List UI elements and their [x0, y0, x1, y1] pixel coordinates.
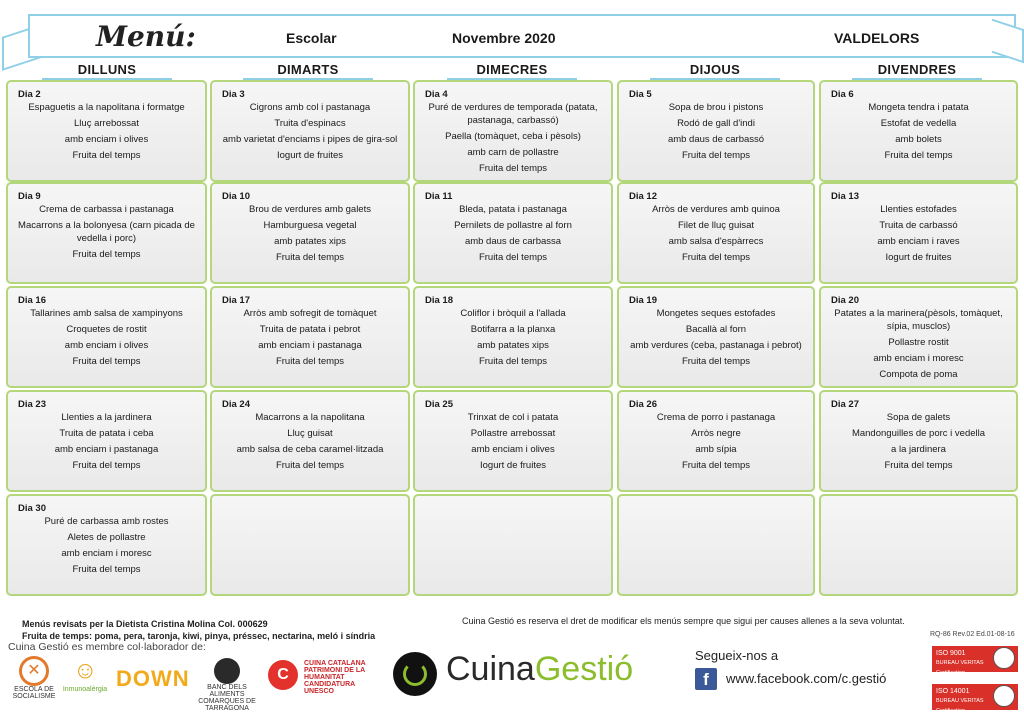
dish-item: Fruita del temps	[72, 564, 141, 575]
day-date: Dia 6	[831, 89, 854, 100]
dish-item: Patates a la marinera(pèsols, tomàquet, sípia, musclos)	[834, 308, 1003, 332]
down-logo: DOWN	[116, 666, 190, 691]
dish-item: Llenties a la jardinera	[61, 412, 152, 423]
dish-item: Estofat de vedella	[880, 118, 957, 129]
partner-label: ESCOLA DE SOCIALISME	[12, 686, 56, 700]
partner-label: CUINA CATALANA PATRIMONI DE LA HUMANITAT CANDIDATURA UNESCO	[304, 660, 366, 695]
partner-logo	[116, 666, 188, 692]
partner-label: BANC DELS ALIMENTS COMARQUES DE TARRAGONA	[198, 684, 256, 712]
partner-logo	[12, 656, 56, 700]
day-cell	[819, 494, 1018, 596]
dish-list	[419, 101, 607, 178]
day-cell	[617, 286, 815, 388]
bureau-veritas-seal-icon	[993, 685, 1015, 707]
dish-item: Truita de patata i ceba	[59, 428, 154, 439]
dish-list	[216, 411, 404, 475]
cert-label: ISO 14001	[936, 688, 970, 695]
dish-item: Fruita del temps	[72, 249, 141, 260]
dish-item: Fruita del temps	[72, 460, 141, 471]
dish-item: Compota de poma	[879, 369, 958, 380]
day-cell	[617, 390, 815, 492]
dish-item: Rodó de gall d'indi	[677, 118, 755, 129]
dish-item: Lluç arrebossat	[74, 118, 139, 129]
dish-item: Fruita del temps	[275, 252, 345, 263]
weekday-header: DIMECRES	[437, 62, 587, 77]
menu-type: Escolar	[286, 30, 337, 46]
dish-item: Sopa de galets	[886, 412, 951, 423]
dish-item: amb patates xips	[477, 340, 549, 351]
dish-item: Puré de carbassa amb rostes	[44, 516, 169, 527]
dish-list	[623, 307, 809, 371]
dish-list	[825, 101, 1012, 165]
dish-item: amb bolets	[895, 134, 942, 145]
dish-list	[825, 307, 1012, 384]
dish-item: Bacallà al forn	[685, 324, 747, 335]
dish-item: amb enciam i moresc	[873, 353, 964, 364]
day-date: Dia 24	[222, 399, 250, 410]
follow-label: Segueix-nos a	[695, 648, 779, 663]
dish-item: Sopa de brou i pistons	[668, 102, 764, 113]
dish-item: Hamburguesa vegetal	[263, 220, 357, 231]
dish-item: Llenties estofades	[880, 204, 957, 215]
day-cell	[819, 182, 1018, 284]
partner-logo	[192, 658, 262, 712]
weekday-header: DIMARTS	[233, 62, 383, 77]
dish-item: Fruita del temps	[72, 150, 141, 161]
day-date: Dia 20	[831, 295, 859, 306]
dish-item: Coliflor i bròquil a l'allada	[460, 308, 566, 319]
dish-item: Iogurt de fruites	[479, 460, 546, 471]
dish-item: Tallarines amb salsa de xampinyons	[30, 308, 183, 319]
cuinagestio-brand: CuinaGestió	[446, 650, 634, 688]
cert-sub: BUREAU VERITAS Certification	[936, 698, 984, 714]
day-cell	[210, 390, 410, 492]
day-date: Dia 19	[629, 295, 657, 306]
dish-item: Fruita del temps	[478, 163, 548, 174]
dish-list	[12, 101, 201, 165]
document-code: RQ-86 Rev.02 Ed.01-08-16	[930, 631, 1015, 638]
weekday-header: DILLUNS	[32, 62, 182, 77]
dish-item: Arròs amb sofregit de tomàquet	[243, 308, 377, 319]
dish-item: amb enciam i pastanaga	[258, 340, 362, 351]
dish-item: Pollastre arrebossat	[470, 428, 556, 439]
day-cell	[210, 286, 410, 388]
day-cell	[210, 80, 410, 182]
person-icon: ☺	[73, 657, 98, 684]
menu-title: Menú:	[96, 20, 196, 53]
iso-9001-cert	[932, 646, 1018, 676]
dish-item: Espaguetis a la napolitana i formatge	[28, 102, 185, 113]
day-cell	[6, 286, 207, 388]
dietitian-note: Menús revisats per la Dietista Cristina Molina Col. 000629	[22, 619, 268, 629]
dish-item: Fruita del temps	[275, 356, 345, 367]
day-date: Dia 25	[425, 399, 453, 410]
bureau-veritas-seal-icon	[993, 647, 1015, 669]
dish-item: Aletes de pollastre	[67, 532, 146, 543]
day-cell	[413, 390, 613, 492]
disclaimer: Cuina Gestió es reserva el dret de modificar els menús sempre que sigui per causes allenes a la seva voluntat.	[462, 616, 905, 626]
dish-item: Fruita del temps	[478, 356, 548, 367]
facebook-icon[interactable]: f	[695, 668, 717, 690]
dish-list	[12, 411, 201, 475]
dish-item: amb carn de pollastre	[467, 147, 559, 158]
dish-item: Trinxat de col i patata	[467, 412, 559, 423]
dish-item: Fruita del temps	[681, 356, 751, 367]
dish-item: Fruita del temps	[478, 252, 548, 263]
dish-item: Paella (tomàquet, ceba i pèsols)	[445, 131, 581, 142]
food-bank-icon	[214, 658, 240, 684]
cuina-catalana-icon: C	[268, 660, 298, 690]
day-cell	[210, 494, 410, 596]
day-date: Dia 5	[629, 89, 652, 100]
dish-item: amb enciam i olives	[64, 340, 149, 351]
dish-item: amb daus de carbassa	[464, 236, 562, 247]
dish-item: Mandonguilles de porc i vedella	[851, 428, 986, 439]
dish-item: amb daus de carbassó	[667, 134, 765, 145]
day-cell	[413, 286, 613, 388]
dish-list	[12, 515, 201, 579]
day-cell	[617, 182, 815, 284]
dish-list	[216, 307, 404, 371]
day-date: Dia 9	[18, 191, 41, 202]
day-date: Dia 4	[425, 89, 448, 100]
day-cell	[210, 182, 410, 284]
day-date: Dia 23	[18, 399, 46, 410]
dish-list	[623, 203, 809, 267]
day-date: Dia 26	[629, 399, 657, 410]
dish-item: Fruita del temps	[275, 460, 345, 471]
dish-item: Truita de patata i pebrot	[259, 324, 361, 335]
school-name: VALDELORS	[834, 30, 920, 46]
dish-item: amb patates xips	[274, 236, 346, 247]
dish-item: Fruita del temps	[681, 150, 751, 161]
dish-item: Fruita del temps	[72, 356, 141, 367]
dish-item: amb salsa de ceba caramel·litzada	[236, 444, 384, 455]
day-cell	[413, 494, 613, 596]
dish-item: Truita d'espinacs	[274, 118, 346, 129]
day-date: Dia 2	[18, 89, 41, 100]
dish-item: Fruita del temps	[884, 460, 953, 471]
weekday-header: DIVENDRES	[842, 62, 992, 77]
dish-item: Fruita del temps	[681, 460, 751, 471]
dish-item: Bleda, patata i pastanaga	[459, 204, 567, 215]
dish-list	[825, 411, 1012, 475]
dish-item: Filet de lluç guisat	[677, 220, 755, 231]
dish-list	[623, 411, 809, 475]
dish-item: Crema de porro i pastanaga	[656, 412, 776, 423]
day-cell	[413, 80, 613, 182]
day-cell	[819, 286, 1018, 388]
sun-person-icon: ✕	[19, 656, 49, 686]
dish-list	[12, 203, 201, 264]
dish-item: amb salsa d'espàrrecs	[668, 236, 764, 247]
day-cell	[617, 80, 815, 182]
dish-list	[216, 203, 404, 267]
cert-label: ISO 9001	[936, 650, 966, 657]
dish-item: Pernilets de pollastre al forn	[454, 220, 572, 231]
dish-list	[825, 203, 1012, 267]
dish-item: Macarrons a la napolitana	[255, 412, 365, 423]
day-date: Dia 30	[18, 503, 46, 514]
dish-item: Croquetes de rostit	[66, 324, 147, 335]
dish-item: Puré de verdures de temporada (patata, pastanaga, carbassó)	[428, 102, 598, 126]
dish-item: Lluç guisat	[287, 428, 333, 439]
day-date: Dia 16	[18, 295, 46, 306]
dish-item: Mongeta tendra i patata	[868, 102, 969, 113]
dish-item: amb varietat d'enciams i pipes de gira-sol	[222, 134, 398, 145]
dish-item: amb enciam i moresc	[61, 548, 152, 559]
dish-list	[12, 307, 201, 371]
day-cell	[819, 390, 1018, 492]
day-date: Dia 12	[629, 191, 657, 202]
day-cell	[6, 390, 207, 492]
iso-14001-cert	[932, 684, 1018, 714]
dish-list	[419, 307, 607, 371]
dish-item: amb verdures (ceba, pastanaga i pebrot)	[630, 340, 802, 351]
dish-list	[419, 411, 607, 475]
dish-list	[623, 101, 809, 165]
dish-item: Fruita del temps	[681, 252, 751, 263]
day-cell	[6, 80, 207, 182]
seasonal-fruit-note: Fruita de temps: poma, pera, taronja, kiwi, pinya, préssec, nectarina, meló i síndria	[22, 631, 376, 641]
day-date: Dia 17	[222, 295, 250, 306]
weekday-header: DIJOUS	[640, 62, 790, 77]
partner-logo	[62, 656, 108, 693]
day-cell	[413, 182, 613, 284]
dish-item: Mongetes seques estofades	[656, 308, 776, 319]
dish-item: Arròs negre	[691, 428, 741, 439]
dish-item: Crema de carbassa i pastanaga	[39, 204, 174, 215]
day-date: Dia 3	[222, 89, 245, 100]
day-date: Dia 18	[425, 295, 453, 306]
dish-item: Iogurt de fruites	[885, 252, 952, 263]
dish-item: Cigrons amb col i pastanaga	[249, 102, 371, 113]
dish-item: Arròs de verdures amb quinoa	[652, 204, 780, 215]
dish-item: amb enciam i raves	[877, 236, 960, 247]
day-date: Dia 13	[831, 191, 859, 202]
day-cell	[617, 494, 815, 596]
dish-item: amb enciam i olives	[471, 444, 555, 455]
dish-item: Fruita del temps	[884, 150, 953, 161]
facebook-link[interactable]: www.facebook.com/c.gestió	[726, 671, 887, 686]
dish-item: Pollastre rostit	[888, 337, 949, 348]
dish-item: Brou de verdures amb galets	[249, 204, 371, 215]
member-note: Cuina Gestió es membre col·laborador de:	[8, 641, 206, 653]
day-date: Dia 11	[425, 191, 453, 202]
day-date: Dia 27	[831, 399, 859, 410]
partner-label: Inmunoalèrgia	[62, 686, 108, 693]
dish-item: Macarrons a la bolonyesa (carn picada de vedella i porc)	[18, 220, 195, 244]
dish-item: amb sípia	[695, 444, 737, 455]
day-date: Dia 10	[222, 191, 250, 202]
dish-list	[216, 101, 404, 165]
day-cell	[6, 182, 207, 284]
dish-item: a la jardinera	[891, 444, 946, 455]
dish-item: Truita de carbassó	[879, 220, 958, 231]
cuinagestio-logo-icon	[393, 652, 437, 696]
menu-month: Novembre 2020	[452, 30, 556, 46]
dish-item: amb enciam i pastanaga	[54, 444, 159, 455]
dish-list	[419, 203, 607, 267]
dish-item: Iogurt de fruites	[276, 150, 343, 161]
cert-sub: BUREAU VERITAS Certification	[936, 660, 984, 676]
day-cell	[6, 494, 207, 596]
day-cell	[819, 80, 1018, 182]
dish-item: Botifarra a la planxa	[470, 324, 556, 335]
dish-item: amb enciam i olives	[64, 134, 149, 145]
